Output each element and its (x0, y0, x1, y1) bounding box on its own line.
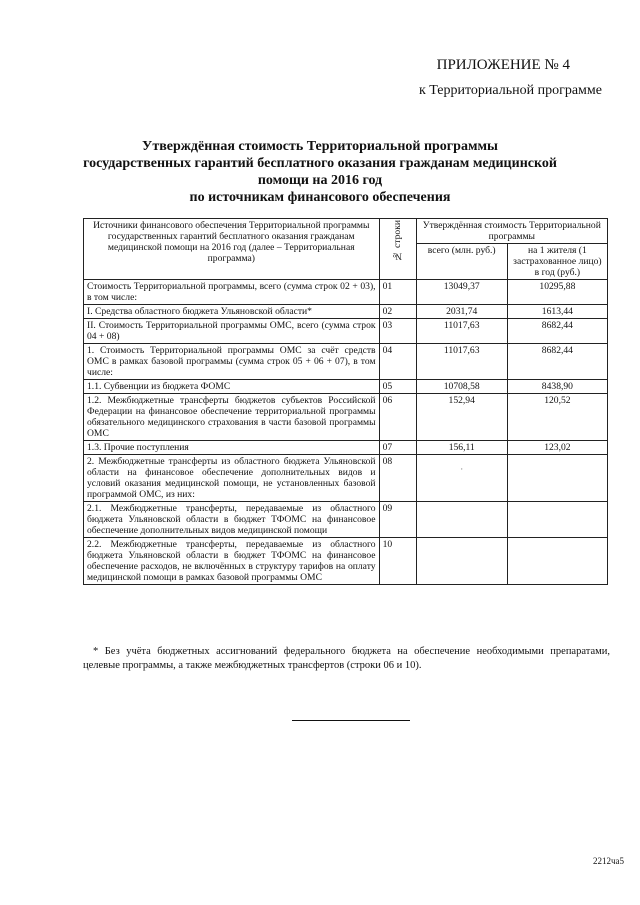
divider-line (292, 720, 410, 721)
row-per-capita (507, 455, 607, 502)
document-code: 2212ча5 (592, 856, 624, 866)
table-row (84, 538, 608, 585)
row-per-capita: 10295,88 (507, 280, 607, 305)
document-title (60, 138, 580, 206)
row-source: 2.1. Межбюджетные трансферты, передаваемые из областного бюджета Ульяновской области в бюджет ТФОМС на финансовое обеспечение дополнительных видов медицинской помощи (84, 502, 380, 538)
table-row (84, 394, 608, 441)
row-number: 03 (379, 319, 416, 344)
appendix-subtitle: к Территориальной программе (418, 83, 602, 98)
table-row (84, 380, 608, 394)
row-number: 07 (379, 441, 416, 455)
row-source: 2.2. Межбюджетные трансферты, передаваемые из областного бюджета Ульяновской области в бюджет ТФОМС на финансовое обеспечение расходов, не включённых в структуру тарифов на оплату медицинской помощи в рамках базовой программы ОМС (84, 538, 380, 585)
title-line-4: по источникам финансового обеспечения (189, 190, 451, 205)
table-row (84, 502, 608, 538)
table-row (84, 441, 608, 455)
row-number: 02 (379, 305, 416, 319)
table-row (84, 319, 608, 344)
header-total: всего (млн. руб.) (416, 244, 507, 280)
row-total: 152,94 (416, 394, 507, 441)
row-number: 09 (379, 502, 416, 538)
row-per-capita (507, 538, 607, 585)
row-total (416, 502, 507, 538)
appendix-label: ПРИЛОЖЕНИЕ № 4 (436, 57, 570, 73)
header-approved-cost: Утверждённая стоимость Территориальной программы (416, 219, 607, 244)
row-per-capita (507, 502, 607, 538)
row-per-capita: 120,52 (507, 394, 607, 441)
row-source: 1.1. Субвенции из бюджета ФОМС (84, 380, 380, 394)
header-per-capita: на 1 жителя (1 застрахованное лицо) в год (руб.) (507, 244, 607, 280)
header-row-number (379, 219, 416, 280)
row-total: 11017,63 (416, 319, 507, 344)
row-per-capita: 8682,44 (507, 344, 607, 380)
header-row-number-text: № строки (392, 220, 404, 262)
row-source: II. Стоимость Территориальной программы ОМС, всего (сумма строк 04 + 08) (84, 319, 380, 344)
row-per-capita: 123,02 (507, 441, 607, 455)
table-header-row (84, 219, 608, 244)
title-line-3: помощи на 2016 год (257, 173, 383, 188)
row-per-capita: 8682,44 (507, 319, 607, 344)
row-number: 06 (379, 394, 416, 441)
table-row (84, 280, 608, 305)
table-row (84, 305, 608, 319)
row-total: 156,11 (416, 441, 507, 455)
table-row (84, 455, 608, 502)
row-total: 11017,63 (416, 344, 507, 380)
row-total: 2031,74 (416, 305, 507, 319)
title-line-1: Утверждённая стоимость Территориальной программы (142, 139, 498, 154)
title-line-2: государственных гарантий бесплатного оказания гражданам медицинской (83, 156, 557, 171)
financing-table (83, 218, 608, 585)
row-total (416, 538, 507, 585)
footnote: * Без учёта бюджетных ассигнований федерального бюджета на обеспечение необходимыми препаратами, целевые программы, а также межбюджетных трансфертов (строки 06 и 10). (83, 646, 610, 671)
row-source: 1.3. Прочие поступления (84, 441, 380, 455)
row-source: I. Средства областного бюджета Ульяновской области* (84, 305, 380, 319)
row-per-capita: 1613,44 (507, 305, 607, 319)
row-total (416, 455, 507, 502)
row-total: 13049,37 (416, 280, 507, 305)
header-source: Источники финансового обеспечения Территориальной программы государственных гарантий бесплатного оказания гражданам медицинской помощи на 2016 год (далее – Территориальная программа) (84, 219, 380, 280)
row-number: 10 (379, 538, 416, 585)
row-source: 1.2. Межбюджетные трансферты бюджетов субъектов Российской Федерации на финансовое обеспечение территориальной программы обязательного медицинского страхования в части базовой программы ОМС (84, 394, 380, 441)
row-number: 08 (379, 455, 416, 502)
table-row (84, 344, 608, 380)
row-source: Стоимость Территориальной программы, всего (сумма строк 02 + 03), в том числе: (84, 280, 380, 305)
empty-cell-mark: · (460, 464, 464, 475)
row-number: 05 (379, 380, 416, 394)
row-number: 01 (379, 280, 416, 305)
row-total: 10708,58 (416, 380, 507, 394)
row-source: 2. Межбюджетные трансферты из областного бюджета Ульяновской области на финансовое обеспечение дополнительных видов и условий оказания медицинской помощи, не установленных базовой программой ОМС, из них: (84, 455, 380, 502)
row-number: 04 (379, 344, 416, 380)
row-source: 1. Стоимость Территориальной программы ОМС за счёт средств ОМС в рамках базовой программы (сумма строк 05 + 06 + 07), в том числе: (84, 344, 380, 380)
row-per-capita: 8438,90 (507, 380, 607, 394)
